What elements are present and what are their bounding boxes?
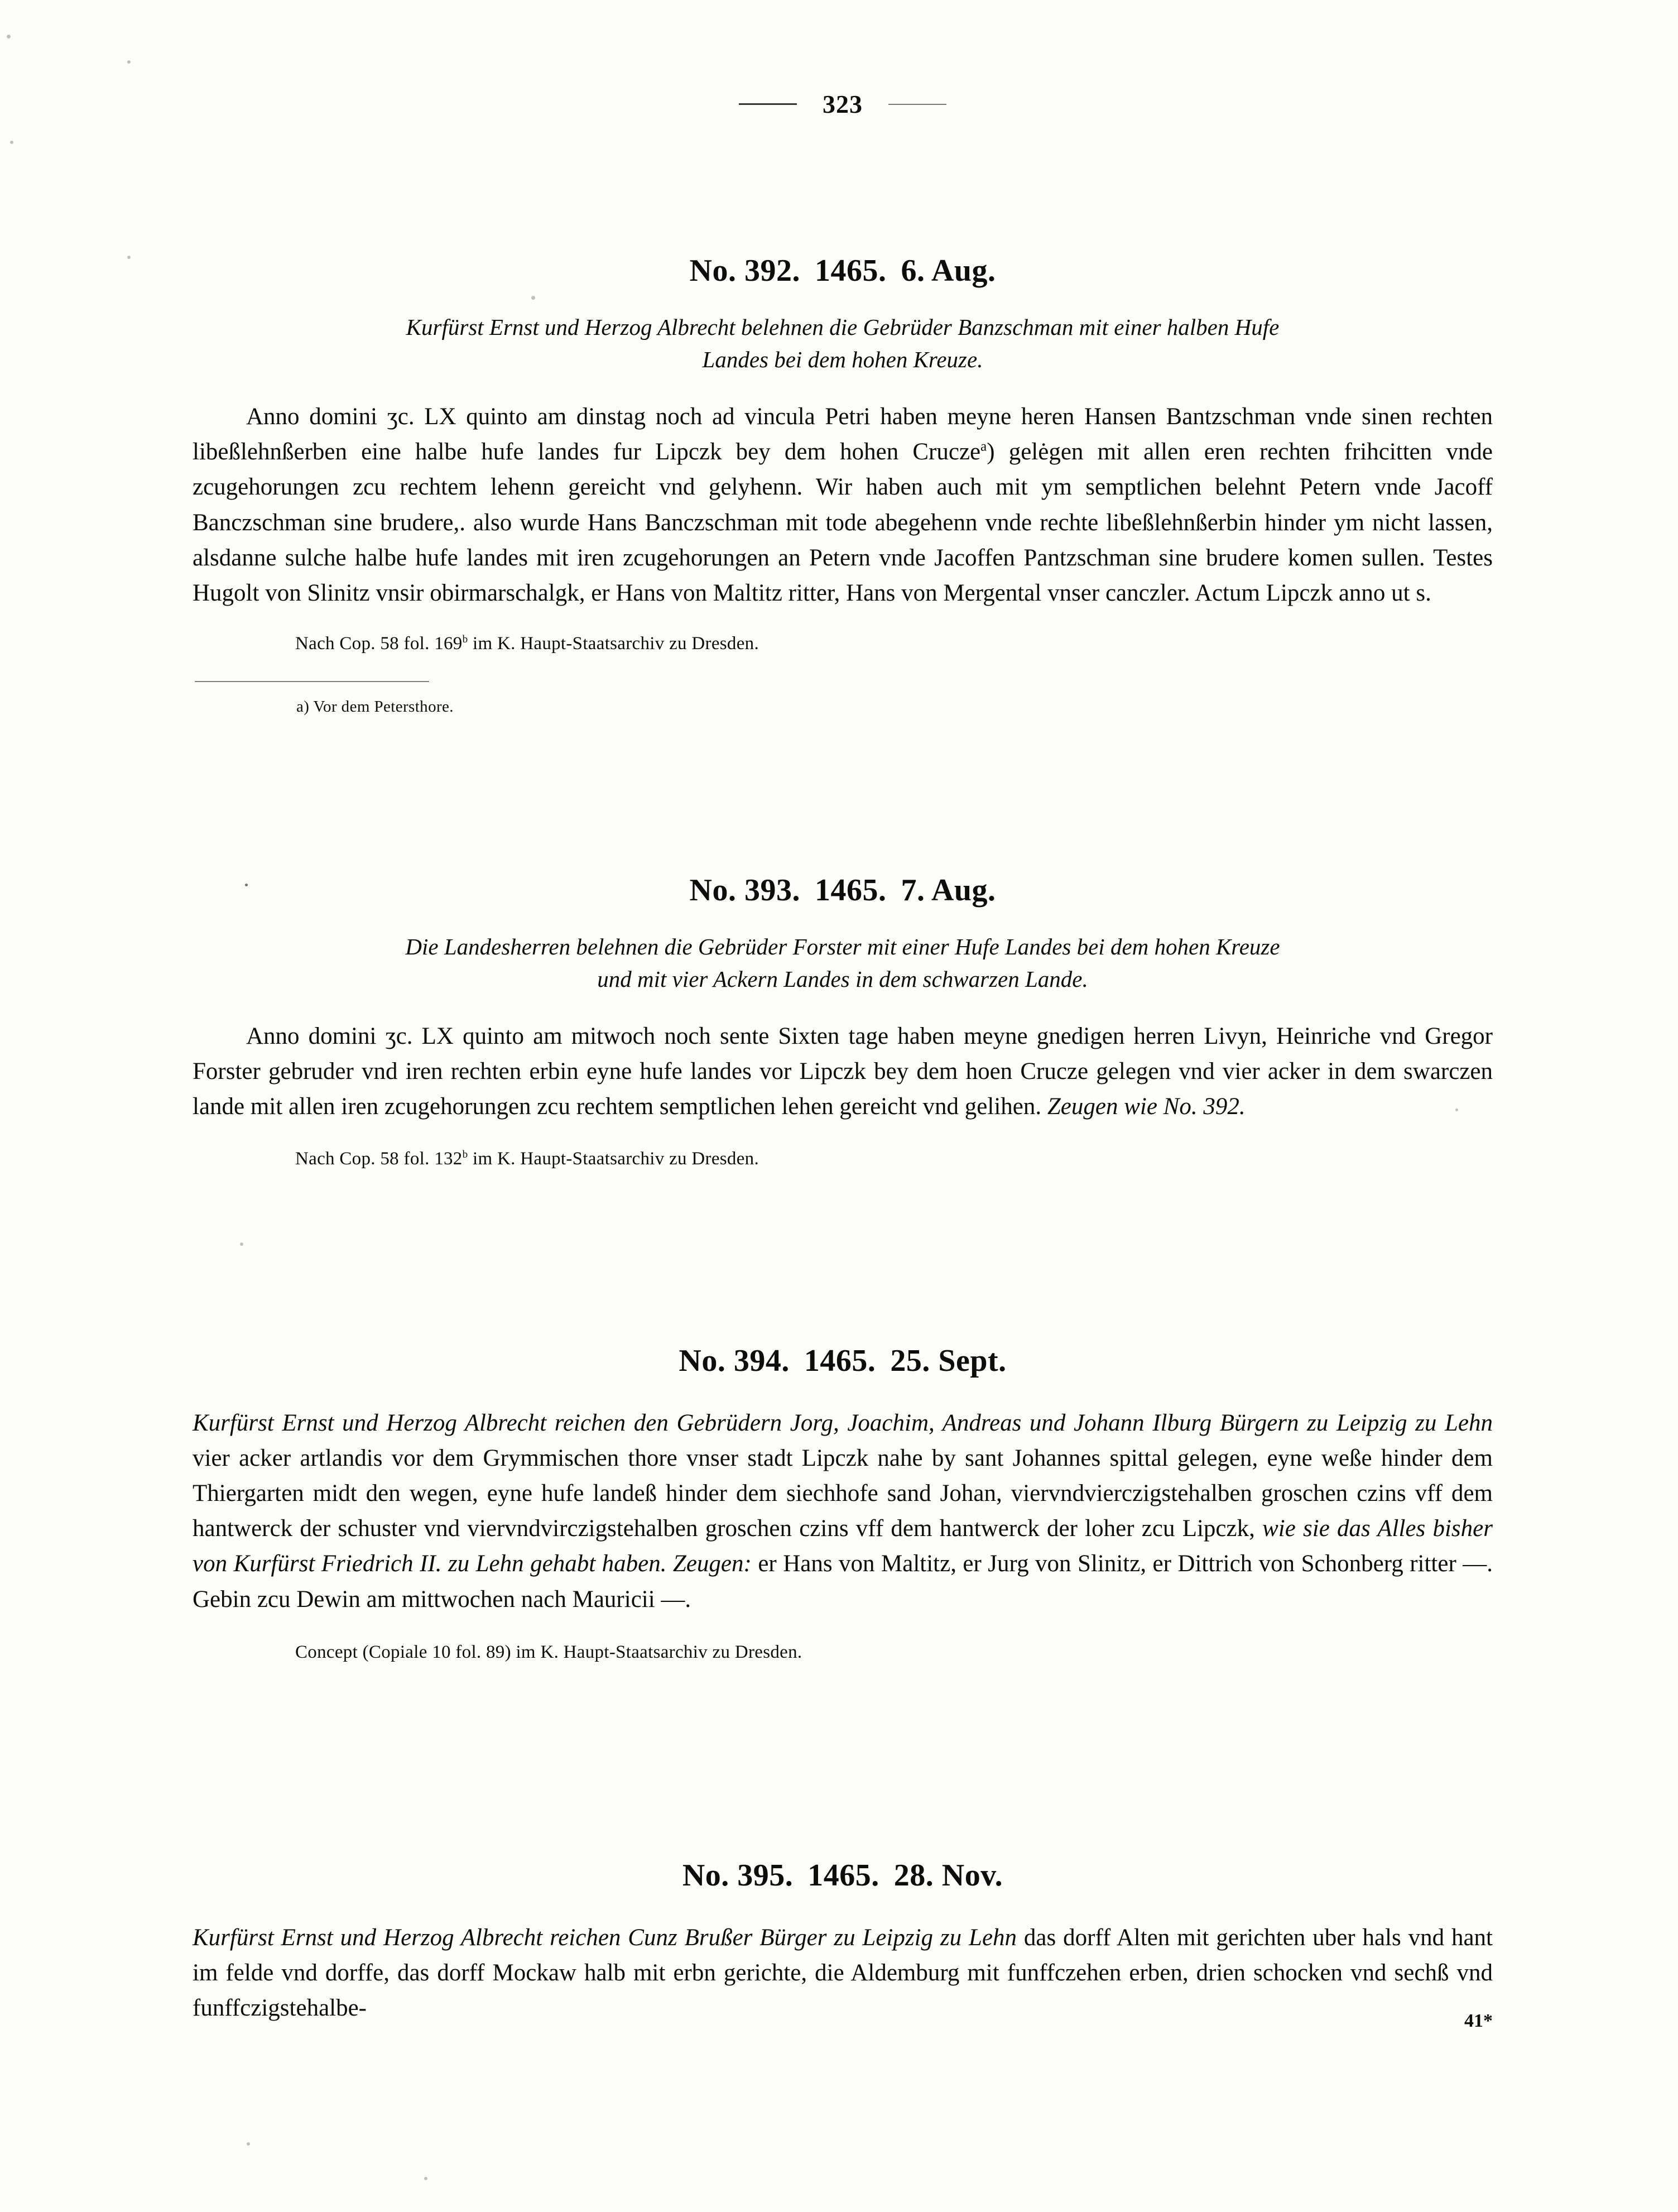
regest-line: und mit vier Ackern Landes in dem schwarzen Lande. — [597, 966, 1088, 992]
entry-number: No. 393. — [689, 873, 800, 908]
entry-number: No. 392. — [689, 253, 800, 288]
body-part: Anno domini ʒc. LX quinto am dinstag noch ad vincula Petri haben meyne heren Hansen Bantzschman vnde sinen rechten libeßlehnßerben eine halbe hufe landes fur Lipczk bey dem hohen Crucze — [193, 404, 1493, 466]
entry-392-regest — [193, 311, 1493, 376]
entry-394 — [193, 1344, 1493, 1665]
scan-speck — [247, 2142, 250, 2146]
scan-speck — [7, 35, 11, 39]
source-prefix: Concept (Copiale 10 fol. 89) im K. Haupt-Staatsarchiv zu Dresden. — [295, 1642, 802, 1662]
scan-speck — [127, 60, 131, 64]
footnote-ref-a[interactable]: a — [980, 439, 987, 454]
entry-number: No. 395. — [682, 1858, 794, 1893]
entry-394-heading — [193, 1344, 1493, 1379]
scan-speck — [245, 884, 248, 886]
entry-395-body — [193, 1920, 1493, 2026]
entry-393-source — [295, 1146, 1493, 1172]
entry-395 — [193, 1858, 1493, 2031]
signature-mark: 41* — [1464, 2011, 1493, 2031]
entry-number: No. 394. — [679, 1343, 790, 1378]
page-number: 323 — [823, 90, 863, 118]
entry-392-heading — [193, 254, 1493, 289]
rule-right — [888, 104, 946, 105]
entry-date: 28. Nov. — [893, 1858, 1003, 1893]
entry-393-regest — [193, 930, 1493, 995]
scan-speck — [240, 1242, 243, 1246]
entry-392-footnote: a) Vor dem Petersthore. — [296, 698, 454, 716]
entry-393 — [193, 874, 1493, 1172]
source-suffix: im K. Haupt-Staatsarchiv zu Dresden. — [468, 634, 759, 654]
entry-392-source — [295, 631, 1493, 656]
entry-393-heading — [193, 874, 1493, 908]
rule-left — [739, 103, 797, 105]
entry-392-body — [193, 399, 1493, 611]
entry-date: 25. Sept. — [890, 1343, 1007, 1378]
source-suffix: im K. Haupt-Staatsarchiv zu Dresden. — [468, 1148, 759, 1169]
body-part-italic: Zeugen wie No. 392. — [1047, 1093, 1246, 1120]
regest-line: Landes bei dem hohen Kreuze. — [702, 346, 983, 372]
entry-394-source — [295, 1639, 1493, 1665]
body-part-italic: Kurfürst Ernst und Herzog Albrecht reichen den Gebrüdern Jorg, Joachim, Andreas und Johann Ilburg Bürgern zu Leipzig zu Lehn — [193, 1409, 1493, 1436]
body-part: vier acker artlandis vor dem Grymmischen thore vnser stadt Lipczk nahe by sant Johannes spittal gelegen, eyne weße hinder dem Thiergarten midt den wegen, eyne hufe landeß hinder dem siechhofe sand Johan, viervndvierczigstehalben groschen czins vff dem hantwerck der schuster vnd viervndvirczigstehalben groschen czins vff dem hantwerck der loher zcu Lipczk, — [193, 1445, 1493, 1542]
body-part: Anno domini ʒc. LX quinto am mitwoch noch sente Sixten tage haben meyne gnedigen herren Livyn, Heinriche vnd Gregor Forster gebruder vnd iren rechten erbin eyne hufe landes vor Lipczk bey dem hoen Crucze gelegen vnd vier acker in dem swarczen lande mit allen iren zcugehorungen zcu rechtem semptlichen lehen gereicht vnd gelihen. — [193, 1023, 1493, 1120]
scan-speck — [10, 141, 13, 144]
body-part: ) gelėgen mit allen eren rechten frihcitten vnde zcugehorungen zcu rechtem lehenn gereicht vnd gelyhenn. Wir haben auch mit ym semptlichen belehnt Petern vnde Jacoff Banczschman sine brudere,. also wurde Hans Banczschman mit tode abegehenn vnde rechte libeßlehnßerbin hinder ym nicht lassen, alsdanne sulche halbe hufe landes mit iren zcugehorungen an Petern vnde Jacoffen Pantzschman sine brudere komen sullen. Testes Hugolt von Slinitz vnsir obirmarschalgk, er Hans von Maltitz ritter, Hans von Mergental vnser canczler. Actum Lipczk anno ut s. — [193, 439, 1493, 607]
source-sup: b — [462, 634, 468, 646]
entry-395-heading — [193, 1859, 1493, 1893]
source-sup: b — [462, 1148, 468, 1160]
entry-year: 1465. — [814, 253, 887, 288]
entry-394-body — [193, 1405, 1493, 1617]
body-part: das dorff Alten mit gerichten uber hals vnd hant im felde vnd dorffe, das dorff Mockaw halb mit erbn gerichte, die Aldemburg mit funffczehen erben, drien schocken vnd sechß vnd funffczigstehalbe- — [193, 1924, 1493, 2021]
footnote-rule — [195, 681, 429, 682]
regest-line: Kurfürst Ernst und Herzog Albrecht belehnen die Gebrüder Banzschman mit einer halben Hufe — [406, 314, 1280, 340]
entry-year: 1465. — [807, 1858, 879, 1893]
body-part-italic: wie sie das Alles bisher von Kurfürst Friedrich II. zu Lehn gehabt haben. Zeugen: — [193, 1515, 1493, 1577]
scan-speck — [127, 256, 131, 259]
source-prefix: Nach Cop. 58 fol. 169 — [295, 634, 463, 654]
entry-393-body — [193, 1019, 1493, 1125]
body-part: er Hans von Maltitz, er Jurg von Slinitz, er Dittrich von Schonberg ritter —. Gebin zcu Dewin am mittwochen nach Mauricii —. — [193, 1551, 1493, 1613]
entry-date: 6. Aug. — [901, 253, 996, 288]
source-prefix: Nach Cop. 58 fol. 132 — [295, 1148, 463, 1169]
entry-date: 7. Aug. — [901, 873, 996, 908]
body-part-italic: Kurfürst Ernst und Herzog Albrecht reichen Cunz Brußer Bürger zu Leipzig zu Lehn — [193, 1924, 1017, 1951]
running-head — [193, 89, 1493, 119]
regest-line: Die Landesherren belehnen die Gebrüder Forster mit einer Hufe Landes bei dem hohen Kreuze — [405, 933, 1280, 959]
entry-year: 1465. — [804, 1343, 876, 1378]
scan-speck — [424, 2177, 427, 2180]
entry-year: 1465. — [814, 873, 887, 908]
entry-392 — [193, 254, 1493, 716]
